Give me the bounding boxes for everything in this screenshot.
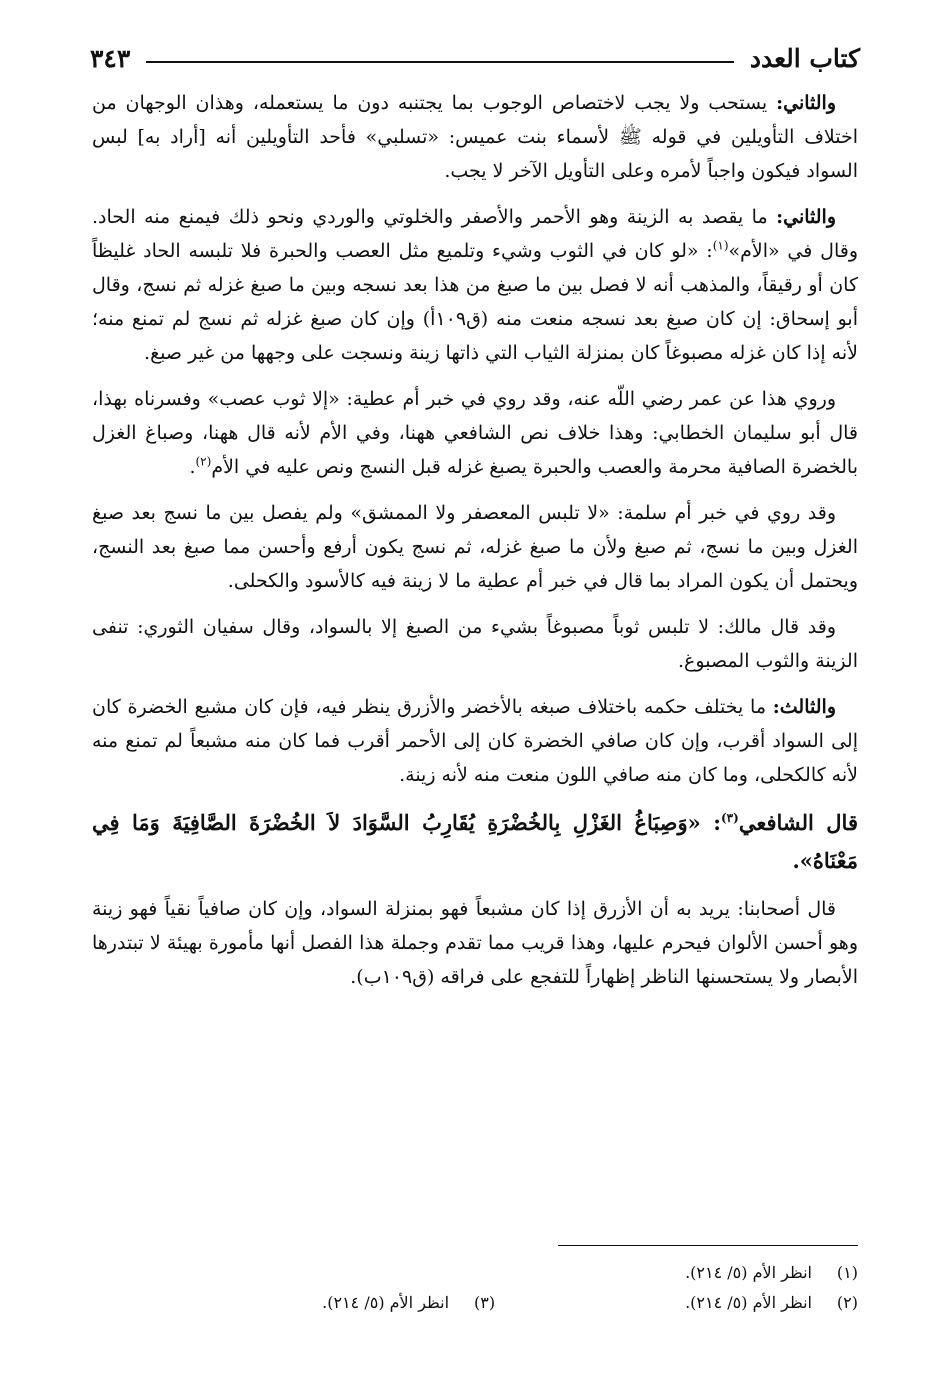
footnote-3 — [322, 1288, 495, 1318]
paragraph-1-lead: والثاني: — [776, 92, 836, 114]
chapter-title: كتاب العدد — [749, 43, 860, 73]
quote-text-b: : «وَصِبَاغُ الغَزْلِ بِالخُضْرَةِ يُقَارِبُ السَّوَادَ لاَ الخُضْرَةَ الصَّافِيَةَ وَمَا فِي مَعْنَاهُ». — [92, 810, 858, 873]
footnotes — [92, 1258, 858, 1318]
paragraph-5 — [92, 610, 858, 678]
footnote-ref-2: (٢) — [195, 454, 212, 469]
paragraph-4 — [92, 496, 858, 598]
footnote-ref-3: (٣) — [720, 811, 739, 825]
footnote-row — [92, 1258, 858, 1288]
running-header — [90, 38, 860, 78]
footnote-2 — [685, 1288, 858, 1318]
page-number: ٣٤٣ — [90, 43, 131, 73]
paragraph-7-text: قال أصحابنا: يريد به أن الأزرق إذا كان مشبعاً فهو بمنزلة السواد، وإن كان صافياً نقياً فهو زينة وهو أحسن الألوان فيحرم عليها، وهذا قريب مما تقدم وجملة هذا الفصل أنها مأمورة بهيئة لا تبتدرها الأبصار ولا يستحسنها الناظر إظهاراً للتفجع على فراقه (ق١٠٩ب). — [92, 898, 858, 988]
paragraph-2-text-a: ما يقصد به الزينة وهو الأحمر والأصفر والخلوتي والوردي ونحو ذلك فيمنع منه الحاد. وقال في «الأم» — [92, 206, 858, 262]
main-text — [92, 86, 858, 1006]
paragraph-2 — [92, 200, 858, 370]
paragraph-7 — [92, 892, 858, 994]
paragraph-4-text: وقد روي في خبر أم سلمة: «لا تلبس المعصفر ولا الممشق» ولم يفصل بين ما نسج بعد صبغ الغزل وبين ما نسج، ثم صبغ ولأن ما صبغ غزله، ثم نسج يكون أرفع وأحسن مما صبغ بعد النسج، ويحتمل أن يكون المراد بما قال في خبر أم عطية ما لا زينة فيه كالأسود والكحلى. — [92, 502, 858, 592]
paragraph-3-text-b: . — [189, 456, 196, 478]
shafii-quote — [92, 804, 858, 880]
paragraph-1 — [92, 86, 858, 188]
paragraph-6-lead: والثالث: — [772, 696, 836, 718]
footnote-2-number: (٢) — [836, 1293, 858, 1312]
quote-text-a: قال الشافعي — [738, 810, 858, 835]
header-rule — [146, 61, 734, 63]
paragraph-2-text-b: : «لو كان في الثوب وشيء وتلميع مثل العصب والحبرة فلا تلبسه الحاد غليظاً كان أو رقيقاً، والمذهب أنه لا فصل بين ما صبغ من هذا بعد نسجه وبين ما صبغ غزله ثم نسج، وقال أبو إسحاق: إن كان صبغ بعد نسجه منعت منه (ق١٠٩أ) وإن كان صبغ غزله ثم نسج لم تمنع منه؛ لأنه إذا كان غزله مصبوغاً كان بمنزلة الثياب التي ذاتها زينة ونسجت على وجهها من غير صبغ. — [92, 240, 858, 364]
footnote-3-number: (٣) — [473, 1293, 496, 1312]
footnote-1-text: انظر الأم (٥/ ٢١٤). — [685, 1263, 812, 1282]
footnote-rule — [558, 1245, 858, 1246]
footnote-1 — [685, 1258, 858, 1288]
paragraph-6-text: ما يختلف حكمه باختلاف صبغه بالأخضر والأزرق ينظر فيه، فإن كان مشبع الخضرة كان إلى السواد أقرب، وإن كان صافي الخضرة كان إلى الأحمر أقرب فما كان منه مشبعاً لم تمنع منه لأنه كالكحلى، وما كان منه صافي اللون منعت منه لأنه زينة. — [92, 696, 858, 786]
paragraph-6 — [92, 690, 858, 792]
footnote-2-text: انظر الأم (٥/ ٢١٤). — [685, 1293, 812, 1312]
footnote-ref-1: (١) — [712, 238, 729, 253]
paragraph-1-text: يستحب ولا يجب لاختصاص الوجوب بما يجتنبه دون ما يستعمله، وهذان الوجهان من اختلاف التأويلين في قوله ﷺ لأسماء بنت عميس: «تسلبي» فأحد التأويلين أنه [أراد به] لبس السواد فيكون واجباً لأمره وعلى التأويل الآخر لا يجب. — [92, 92, 858, 182]
paragraph-5-text: وقد قال مالك: لا تلبس ثوباً مصبوغاً بشيء من الصبغ إلا بالسواد، وقال سفيان الثوري: تنفى الزينة والثوب المصبوغ. — [92, 616, 858, 672]
paragraph-3 — [92, 382, 858, 484]
footnote-1-number: (١) — [836, 1263, 858, 1282]
paragraph-2-lead: والثاني: — [776, 206, 836, 228]
paragraph-3-text-a: وروي هذا عن عمر رضي اللّه عنه، وقد روي في خبر أم عطية: «إلا ثوب عصب» وفسرناه بهذا، قال أبو سليمان الخطابي: وهذا خلاف نص الشافعي ههنا، وفي الأم لأنه قال ههنا، وصباغ الغزل بالخضرة الصافية محرمة والعصب والحبرة يصبغ غزله قبل النسج ونص عليه في الأم — [92, 388, 858, 478]
footnote-row — [92, 1288, 858, 1318]
footnote-3-text: انظر الأم (٥/ ٢١٤). — [322, 1293, 450, 1312]
